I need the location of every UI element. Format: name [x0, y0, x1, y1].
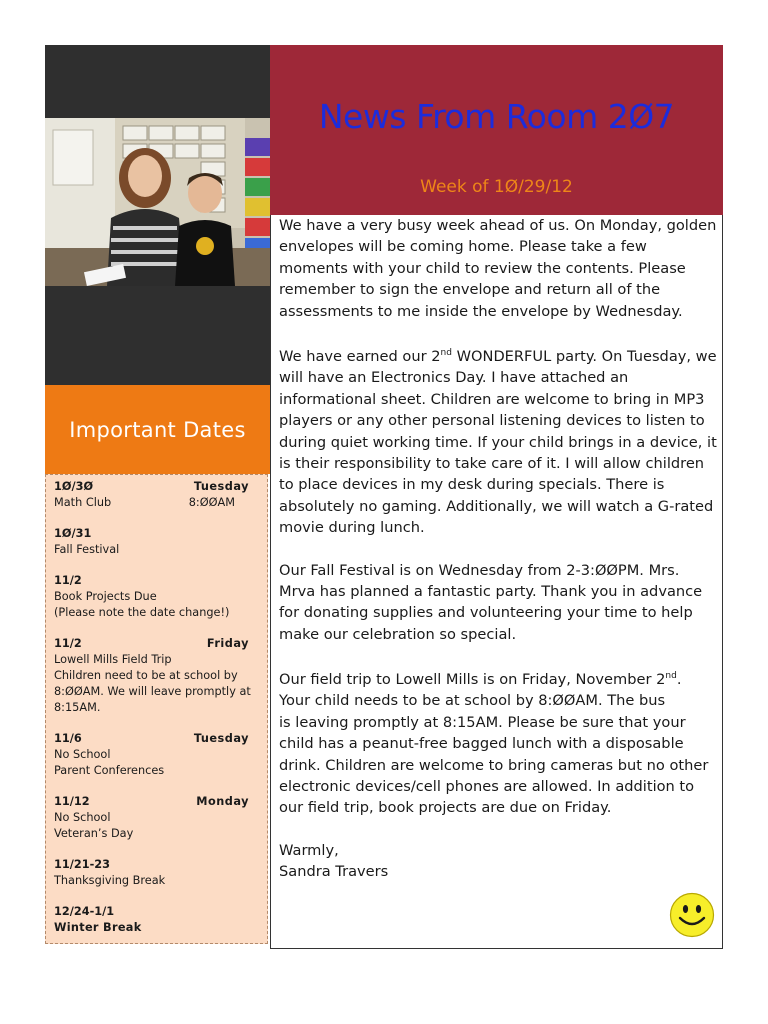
date-label: 12/24-1/1 — [54, 905, 115, 918]
weekday-label: Tuesday — [193, 480, 249, 493]
event-text: Math Club — [54, 496, 112, 509]
event-text: No School — [54, 811, 111, 824]
party-details: Tuesday, we will have an Electronics Day. I have attached an informational sheet. Children are welcome to bring in MP3 players or any other personal listening devices to listen to during quiet working time. If your child brings in a device, it is their responsibility to take care of it. I will allow children to place devices in my desk during specials. There is absolutely no gaming. Additionally, we will watch a G-rated movie during lunch. — [279, 347, 717, 537]
newsletter-body — [270, 215, 723, 949]
date-label: 1Ø/3Ø — [54, 480, 94, 493]
date-entry — [54, 904, 261, 936]
smiley-face-icon — [669, 892, 715, 938]
classroom-photo — [45, 118, 270, 286]
date-label: 1Ø/31 — [54, 527, 92, 540]
trip-superscript: nd — [665, 671, 677, 682]
party-text-cont: WONDERFUL party. On — [451, 347, 623, 365]
signature: Sandra Travers — [279, 863, 389, 881]
important-dates-heading: Important Dates — [69, 417, 246, 442]
date-entry — [54, 573, 261, 621]
event-text: Book Projects Due — [54, 590, 157, 603]
date-entry — [54, 857, 261, 889]
event-text: 8:ØØAM. We will leave promptly at — [54, 685, 251, 698]
week-label: Week of 1Ø/29/12 — [420, 177, 573, 197]
paragraph-festival: Our Fall Festival is on Wednesday from 2-3:ØØPM. Mrs. Mrva has planned a fantastic party. Thank you in advance for donating supplies and volunteering your time to help make our celebration so special. — [279, 561, 703, 643]
trip-text: Our field trip to Lowell Mills is on Friday, November 2 — [279, 671, 666, 689]
event-text: Fall Festival — [54, 543, 120, 556]
date-label: 11/2 — [54, 637, 82, 650]
weekday-label: Tuesday — [193, 732, 249, 745]
date-label: 11/12 — [54, 795, 90, 808]
date-entry — [54, 731, 261, 779]
trip-details: is leaving promptly at 8:15AM. Please be sure that your child has a peanut-free bagged lunch with a disposable drink. Children are welcome to bring cameras but no other electronic devices/cell phones are allowed. In addition to our field trip, book projects are due on Friday. — [279, 713, 709, 817]
event-text: Children need to be at school by — [54, 669, 238, 682]
paragraph-envelopes: We have a very busy week ahead of us. On Monday, golden envelopes will be coming home. Please take a few moments with your child to review the contents. Please remember to sign the envelope and return all of the assessments to me inside the envelope by Wednesday. — [279, 217, 717, 320]
date-entry — [54, 636, 261, 716]
important-dates-list — [45, 474, 268, 944]
paragraph-party — [279, 343, 718, 539]
paragraph-field-trip — [279, 666, 718, 819]
event-text: Parent Conferences — [54, 764, 165, 777]
weekday-label: Friday — [206, 637, 249, 650]
closing: Warmly, — [279, 841, 339, 859]
important-dates-heading-bar — [45, 385, 270, 474]
event-text: 8:15AM. — [54, 701, 101, 714]
event-text: No School — [54, 748, 111, 761]
newsletter-title: News From Room 2Ø7 — [318, 97, 675, 136]
event-text: Winter Break — [54, 921, 142, 934]
date-entry — [54, 526, 261, 558]
trip-line-two: Your child needs to be at school by 8:ØØAM. The bus — [279, 692, 666, 710]
event-text: Thanksgiving Break — [54, 874, 166, 887]
date-entry — [54, 479, 261, 511]
event-text: Veteran’s Day — [54, 827, 134, 840]
weekday-label: Monday — [196, 795, 249, 808]
trip-text-end: . — [676, 671, 682, 689]
event-text: Lowell Mills Field Trip — [54, 653, 172, 666]
date-label: 11/2 — [54, 574, 82, 587]
date-label: 11/6 — [54, 732, 82, 745]
party-superscript: nd — [440, 348, 452, 359]
date-entry — [54, 794, 261, 842]
date-label: 11/21-23 — [54, 858, 110, 871]
event-note: (Please note the date change!) — [54, 606, 230, 619]
newsletter-header — [270, 45, 723, 215]
event-time: 8:ØØAM — [188, 496, 235, 509]
party-text: We have earned our 2 — [279, 347, 441, 365]
